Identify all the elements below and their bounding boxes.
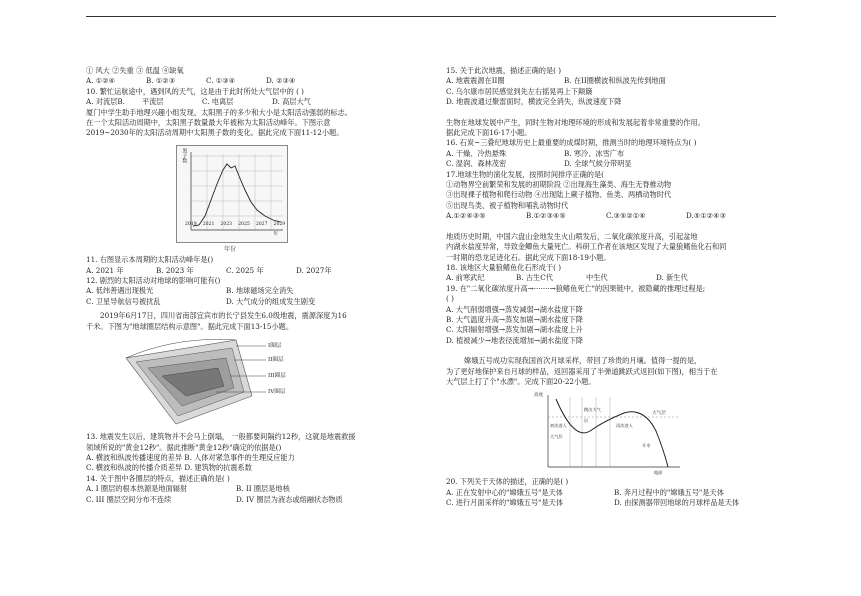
q13-options-row2: C. 横波和纵波的传播介质差异 D. 建筑物的抗震系数 — [86, 463, 252, 473]
q15-options-row1 — [446, 76, 776, 86]
passage-line: 嫦娥五号成功实现我国首次月球采样，带回了珍贵的月壤。值得一提的是， — [464, 356, 702, 366]
q17-options — [446, 211, 776, 221]
figure-label: 跳出大气层 — [584, 407, 601, 423]
option-a: A. 前寒武纪 — [446, 273, 485, 283]
q12-options-row1 — [86, 286, 426, 296]
passage-line: 据此完成下面16-17小题。 — [446, 128, 532, 138]
option-d: D. 大气成分的组成发生剧变 — [226, 296, 316, 306]
tick-label: 2021 — [202, 222, 215, 228]
q14-options-row2 — [86, 495, 426, 505]
passage-line: 为了更好地保护来自月球的样品，返回器采用了半弹道跳跃式返回(如下图)，相当于在 — [446, 366, 718, 376]
option-d: D.⑤①②④③ — [686, 211, 727, 221]
q20-stem: 20. 下列关于天体的描述，正确的是( ) — [446, 477, 569, 487]
option-c: C. ①③④ — [206, 76, 236, 86]
layer-label: III圈层 — [268, 373, 286, 380]
q18-stem: 18. 该地区大量狼鳍鱼化石形成于( ) — [446, 262, 562, 272]
chart-xticks — [185, 220, 287, 241]
option-d: D. 2027年 — [296, 265, 332, 275]
q17-item: ①动物界空前繁荣和发展的初期阶段 ②出现海生藻类、海生无脊椎动物 — [446, 180, 672, 190]
q19-stem: 19. 在"二氧化碳浓度升高→·······→狼鳍鱼死亡"的因果链中，被隐藏的推理过程是; — [446, 283, 706, 293]
q9-options — [86, 76, 426, 86]
passage-line: 地质历史时期，中国六盘山金地发生火山喷发后，二氧化碳浓度升高，引起盆地 — [446, 231, 698, 241]
option-c: C. 卫星导航信号被扰乱 — [86, 296, 161, 306]
layer-label: IV圈层 — [268, 389, 286, 396]
option-b: B. 在II圈横波和纵波先传到地面 — [564, 76, 666, 86]
option-b: B. 大气温度升高→蒸发加剧→湖水盐度下降 — [446, 314, 583, 324]
passage-line: 一时期的恐龙足迹化石。据此完成下面18-19小题。 — [446, 252, 611, 262]
option-c: C. 湿润、森林茂密 — [446, 159, 507, 169]
layer-label: I圈层 — [268, 343, 282, 350]
option-d: D. ②③④ — [266, 76, 296, 86]
q16-options-row2 — [446, 159, 776, 169]
axis-label: 高度 — [534, 393, 544, 399]
option-c: C. III 圈层空间分布不连续 — [86, 494, 172, 504]
option-a: A. ①②④ — [86, 76, 116, 86]
passage-line: 2019~2030年的太阳活动周期中太阳黑子数的变化。据此完成下面11-12小题。 — [86, 128, 344, 138]
option-b: B. 寒冷、冰雪广布 — [564, 148, 625, 158]
option-d: D. 地震波通过聚雷面时，横波完全消失，纵波速度下降 — [446, 97, 622, 107]
q16-stem: 16. 石炭~三叠纪地球历史上最重要的成煤时期，推测当时的地理环境特点为( ) — [446, 138, 697, 148]
option-a: A. 地震震源在II圈 — [446, 76, 505, 86]
reentry-trajectory-figure — [534, 391, 684, 476]
figure-label: 地面 — [654, 470, 663, 476]
passage-line: 大气层上打了个"水漂"。完成下面20-22小题。 — [446, 376, 596, 386]
left-column — [86, 66, 426, 505]
q15-stem: 15. 关于此次地震，描述正确的是( ) — [446, 66, 562, 75]
figure-label: 开伞 — [642, 443, 651, 449]
q10-options — [86, 97, 426, 107]
right-column — [446, 66, 776, 509]
q11-stem: 11. 右图显示本周期的太阳活动峰年是() — [86, 255, 214, 265]
q17-item: ⑤出现鸟类、被子植物和哺乳动物时代 — [446, 200, 569, 210]
q17-item: ③出现裸子植物和爬行动物 ④出现陆上蕨子植物、鱼类、两栖动物时代 — [446, 190, 672, 200]
option-b: B. II 圈层是地核 — [236, 484, 290, 494]
option-d: D. IV 圈层为液态或熔融状态物质 — [236, 494, 343, 504]
option-d: D. 高层大气 — [272, 97, 311, 107]
figure-label: 再次进入 — [616, 423, 633, 429]
option-a: A. 2021 年 — [86, 265, 124, 275]
option-c: C. 2025 年 — [226, 265, 264, 275]
q12-options-row2 — [86, 297, 426, 307]
option-a: A. 正在发射中心的"嫦娥五号"是天体 — [446, 487, 563, 497]
passage-line: 千米。下图为"地球圈层结构示意图"。据此完成下面13-15小题。 — [86, 321, 294, 331]
option-c: C.③⑤②①④ — [606, 211, 646, 221]
tick-label: 2027 — [255, 222, 268, 228]
q11-options — [86, 266, 426, 276]
sunspot-chart — [176, 145, 288, 243]
option-d: D. 植被减少→地表径流增加→湖水盐度下降 — [446, 335, 584, 345]
q13-stem-2: 领域所说的"黄金12秒"。据此推断"黄金12秒"确定的依据是() — [86, 442, 282, 452]
option-b: B. ①②③ — [146, 76, 176, 86]
figure-label: 大气层 — [652, 411, 666, 417]
passage-line: 内湖水盐度异常，导致金鲫鱼大量死亡。科研工作者在该地区发现了大量狼鳍鱼化石和同 — [446, 242, 727, 252]
tick-label: 2023 — [220, 222, 233, 228]
option-b: 平流层 — [142, 97, 164, 107]
chart-caption: 年份 — [224, 245, 237, 253]
q17-stem: 17.地球生物的演化发展，按照时间排序正确的是( — [446, 169, 604, 179]
q9-statements: ① 风大 ②失重 ③ 低温 ④缺氧 — [86, 66, 184, 75]
layer-label: II圈层 — [268, 357, 284, 364]
passage-line: 厦门中学生助手地理兴趣小组发现，太阳黑子的多少和大小是太阳活动强弱的标志。 — [86, 107, 352, 117]
earth-layers-figure — [116, 336, 316, 428]
option-b: B. 2023 年 — [156, 265, 194, 275]
tick-label: 2029年 — [273, 222, 286, 238]
option-c: C. 进行月面采样的"嫦娥五号"是天体 — [446, 498, 564, 508]
passage-line: 生物在地球发展中产生，同时生物对地理环境的形成和发展起着非常重要的作用。 — [446, 117, 705, 127]
option-a: A. 低纬善遇出现极光 — [86, 286, 154, 296]
q16-options-row1 — [446, 149, 776, 159]
option-a: A. 对流层B. — [86, 97, 125, 107]
option-c: 中生代 — [586, 273, 608, 283]
q14-stem: 14. 关于图中各圈层的特点，描述正确的是( ) — [86, 473, 230, 483]
tick-label: 2025 — [238, 222, 250, 228]
option-a: A. 干燥、冷热悬殊 — [446, 148, 507, 158]
tick-label: 2019 — [185, 222, 197, 228]
option-c: C. 太阳辐射增强→蒸发加剧→湖水盐度上升 — [446, 325, 583, 335]
option-d: D. 由探测器带回地球的月球样品是天体 — [614, 498, 740, 508]
q20-options-row1 — [446, 488, 776, 498]
q14-options-row1 — [86, 484, 426, 494]
option-b: B.①②③④⑤ — [526, 211, 566, 221]
q18-options — [446, 273, 776, 283]
option-d: D. 新生代 — [656, 273, 688, 283]
option-a: A.①②④③⑤ — [446, 211, 486, 221]
passage-line: 在一个太阳活动周期中，太阳黑子数量最大年被称为太阳活动峰年。下图示意 — [86, 118, 331, 128]
option-b: B. 古生C代 — [516, 273, 553, 283]
option-b: B. 地球磁场完全消失 — [226, 286, 294, 296]
option-b: B. 奔月过程中的"嫦娥五号"是天体 — [614, 487, 724, 497]
option-a: A. 大气削弱增强→蒸发减弱→湖水盐度下降 — [446, 304, 583, 314]
q19-stem-2: ( ) — [446, 294, 454, 304]
q13-stem: 13. 地震发生以后，建筑物并不会马上倒塌， 一般都要间隔约12秒，这就是地震救援 — [86, 432, 356, 442]
q10-stem: 10. 繁忙运航途中，遇到风的天气，这是由于此时所处大气层中的 ( ) — [86, 86, 304, 96]
passage-line: 2019年6月17日，四川省南部宜宾市的长宁县发生6.0级地震，震源深度为16 — [100, 311, 347, 321]
figure-label: 初次进入大气层 — [550, 423, 567, 439]
chart-ylabel: 黑子数 — [181, 147, 188, 163]
q12-stem: 12. 剧烈的太阳活动对地球的影响可能有() — [86, 276, 221, 286]
option-a: A. I 圈层的根本热源是地面辐射 — [86, 484, 188, 494]
top-rule — [86, 16, 776, 17]
q20-options-row2 — [446, 498, 776, 508]
option-d: D. 全球气候分带明显 — [564, 159, 632, 169]
option-c: C. 电离层 — [202, 97, 234, 107]
q13-options-row1: A. 横波和纵波传播速度的差异 B. 人体对紧急事件的生理反应能力 — [86, 452, 295, 462]
option-c: C. 乌尔康市居民感觉到先左右摇晃再上下颠簸 — [446, 86, 593, 96]
